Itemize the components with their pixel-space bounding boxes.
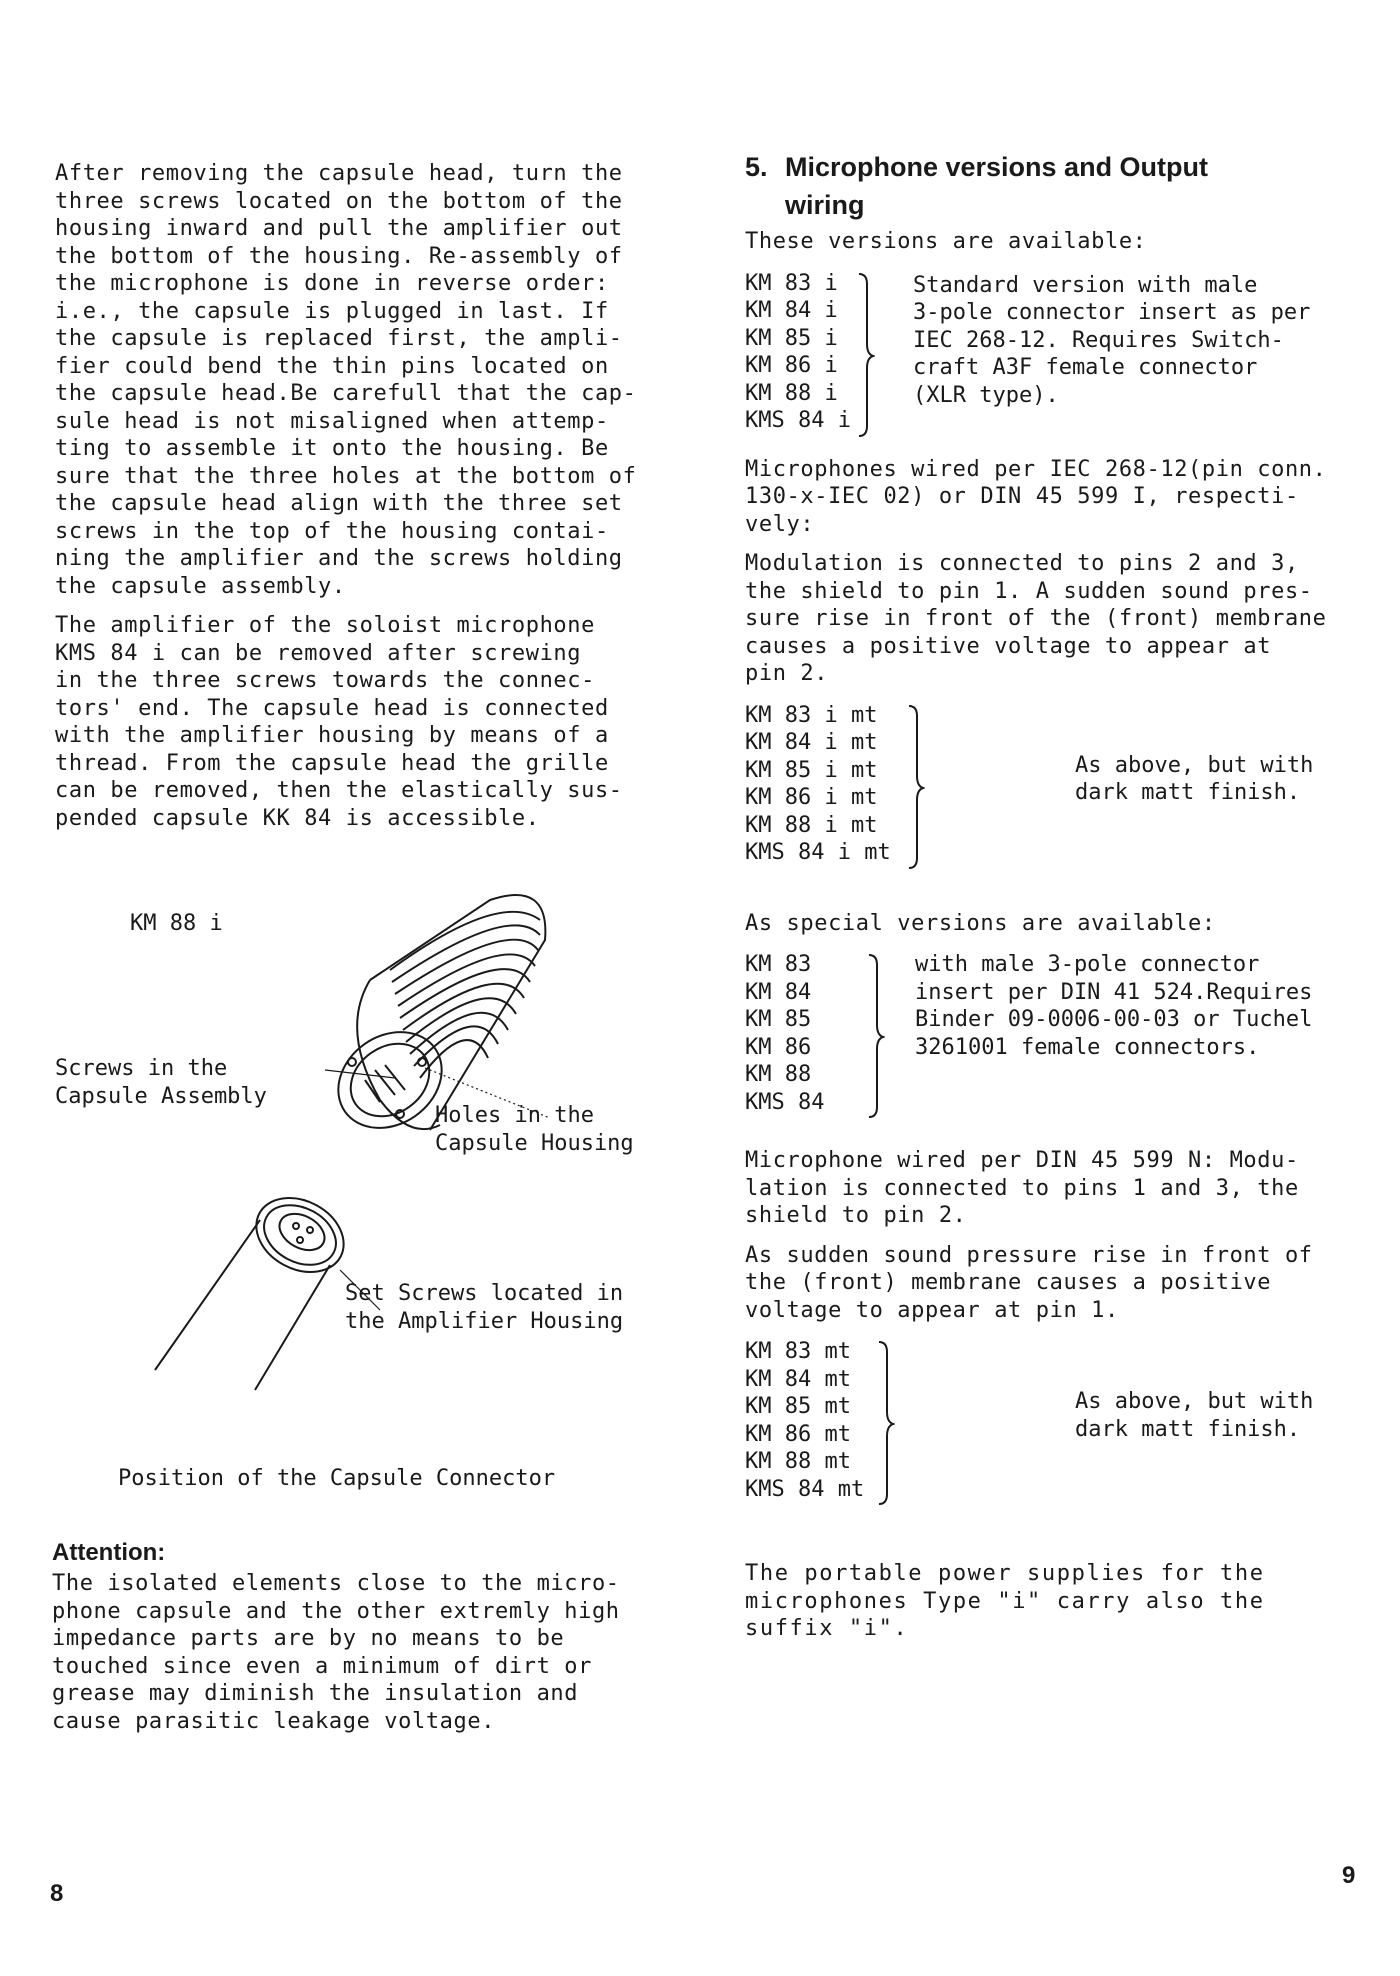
special-versions-group xyxy=(745,951,1355,1121)
din-modulation-text: As sudden sound pressure rise in front of the (front) membrane causes a positive voltage to appear at pin 1. xyxy=(745,1242,1313,1323)
matt-finish-description-1: As above, but with dark matt finish. xyxy=(1075,752,1314,805)
iec-wiring-text: Microphones wired per IEC 268-12(pin conn. 130-x-IEC 02) or DIN 45 599 I, respecti- vely: xyxy=(745,456,1327,537)
attention-text: The isolated elements close to the micro- phone capsule and the other extremly high impedance parts are by no means to be touched since even a minimum of dirt or grease may diminish the insulation and cause parasitic leakage voltage. xyxy=(52,1571,620,1734)
page-number-right: 9 xyxy=(1342,1862,1356,1889)
kms84-amplifier-instructions: The amplifier of the soloist microphone KMS 84 i can be removed after screwing in the three screws towards the connec- tors' end. The capsule head is connected with the amplifier housing by means of a thread. From the capsule head the grille can be removed, then the elastically sus- pended capsule KK 84 is accessible. xyxy=(55,613,623,831)
figure-caption: Position of the Capsule Connector xyxy=(118,1466,556,1491)
matt-finish-group-1 xyxy=(745,702,1355,872)
holes-label: Holes in the Capsule Housing xyxy=(435,1103,634,1156)
section-number: 5. xyxy=(745,152,768,182)
model-label: KM 88 i xyxy=(130,911,223,936)
standard-models-list: KM 83 i KM 84 i KM 85 i KM 86 i KM 88 i KMS 84 i xyxy=(745,270,851,433)
right-column xyxy=(745,148,1355,1655)
versions-intro: These versions are available: xyxy=(745,229,1147,254)
attention-heading: Attention: xyxy=(52,1539,166,1566)
matt-finish-description-2: As above, but with dark matt finish. xyxy=(1075,1389,1314,1442)
matt-models-list-1: KM 83 i mt KM 84 i mt KM 85 i mt KM 86 i mt KM 88 i mt KMS 84 i mt xyxy=(745,702,891,865)
screws-label: Screws in the Capsule Assembly xyxy=(55,1056,267,1109)
standard-version-description: Standard version with male 3-pole connector insert as per IEC 268-12. Requires Switch- craft A3F female connector (XLR type). xyxy=(913,272,1311,408)
standard-versions-group xyxy=(745,270,1355,440)
brace-icon xyxy=(875,1338,895,1508)
brace-icon xyxy=(905,702,925,872)
section-title-line2: wiring xyxy=(785,190,865,220)
page-number-left: 8 xyxy=(50,1880,64,1907)
matt-models-list-2: KM 83 mt KM 84 mt KM 85 mt KM 86 mt KM 88 mt KMS 84 mt xyxy=(745,1339,865,1502)
amplifier-housing-drawing xyxy=(155,1183,357,1390)
power-supply-note: The portable power supplies for the microphones Type "i" carry also the suffix "i". xyxy=(745,1561,1265,1641)
section-title-line1: Microphone versions and Output xyxy=(785,152,1209,182)
attention-block xyxy=(52,1538,662,1747)
din-wiring-text: Microphone wired per DIN 45 599 N: Modu- lation is connected to pins 1 and 3, the shield to pin 2. xyxy=(745,1148,1299,1228)
section-heading xyxy=(745,148,1355,224)
iec-modulation-text: Modulation is connected to pins 2 and 3, the shield to pin 1. A sudden sound pres- sure rise in front of the (front) membrane causes a positive voltage to appear at pin 2. xyxy=(745,551,1327,686)
matt-finish-group-2 xyxy=(745,1338,1355,1508)
special-versions-intro: As special versions are available: xyxy=(745,910,1216,936)
left-column xyxy=(55,160,655,844)
set-screws-label: Set Screws located in the Amplifier Housing xyxy=(345,1281,624,1334)
special-models-list: KM 83 KM 84 KM 85 KM 86 KM 88 KMS 84 xyxy=(745,952,825,1115)
capsule-connector-figure xyxy=(40,880,660,1400)
special-version-description: with male 3-pole connector insert per DIN 41 524.Requires Binder 09-0006-00-03 or Tuchel 3261001 female connectors. xyxy=(915,952,1313,1060)
brace-icon xyxy=(855,270,875,440)
removal-instructions: After removing the capsule head, turn the three screws located on the bottom of the housing inward and pull the amplifier out the bottom of the housing. Re-assembly of the microphone is done in reverse order: i.e., the capsule is plugged in last. If the capsule is replaced first, the ampli- fier could bend the thin pins located on the capsule head.Be carefull that the cap- sule head is not misaligned when attemp- ting to assemble it onto the housing. Be sure that the three holes at the bottom of the capsule head align with the three set screws in the top of the housing contai- ning the amplifier and the screws holding the capsule assembly. xyxy=(55,161,637,599)
brace-icon xyxy=(865,951,885,1121)
